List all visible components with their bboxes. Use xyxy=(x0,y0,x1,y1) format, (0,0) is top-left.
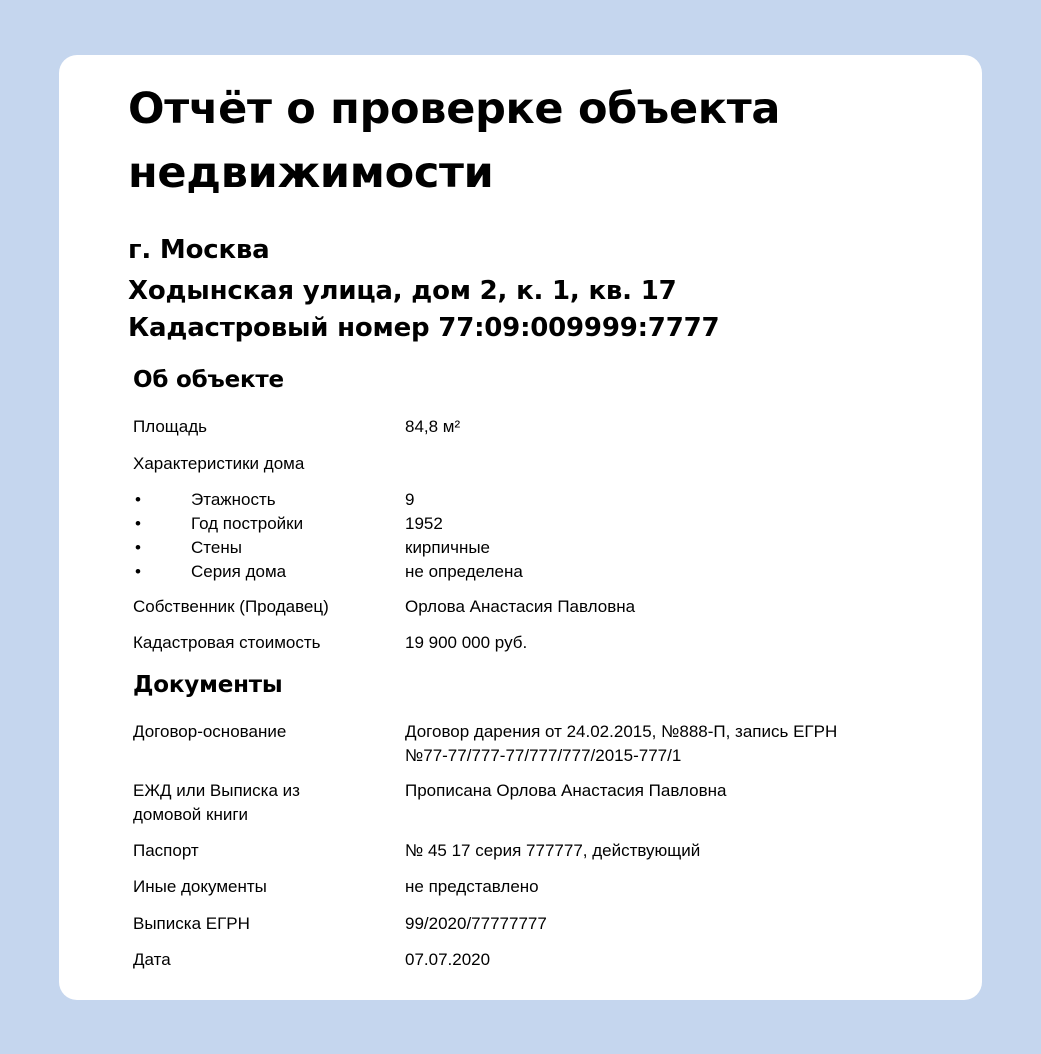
field-label: Стены xyxy=(191,538,242,557)
field-value: 07.07.2020 xyxy=(405,950,491,969)
field-value: Орлова Анастасия Павловна xyxy=(405,597,636,616)
field-label: Характеристики дома xyxy=(133,454,305,473)
field-value: 19 900 000 руб. xyxy=(405,633,528,652)
field-label: Выписка ЕГРН xyxy=(133,914,250,933)
section-heading-about: Об объекте xyxy=(133,367,284,393)
field-value: 9 xyxy=(405,490,415,509)
bullet-icon: • xyxy=(135,562,141,581)
field-value: № 45 17 серия 777777, действующий xyxy=(405,841,701,860)
field-value-line: №77-77/777-77/777/777/2015-777/1 xyxy=(405,746,682,765)
report-title: Отчёт о проверке объекта недвижимости xyxy=(128,84,781,198)
field-value xyxy=(405,720,925,768)
field-value: не определена xyxy=(405,562,523,581)
field-label: Этажность xyxy=(191,490,276,509)
cadastral-number: Кадастровый номер 77:09:009999:7777 xyxy=(128,313,720,343)
field-value: 99/2020/77777777 xyxy=(405,914,547,933)
field-label: Договор-основание xyxy=(133,722,287,741)
field-label: Площадь xyxy=(133,417,208,436)
bullet-icon: • xyxy=(135,538,141,557)
field-value: не представлено xyxy=(405,877,539,896)
field-label: Дата xyxy=(133,950,171,969)
report-card xyxy=(59,55,982,1000)
field-label: Кадастровая стоимость xyxy=(133,633,321,652)
field-value: Прописана Орлова Анастасия Павловна xyxy=(405,781,727,800)
city: г. Москва xyxy=(128,235,270,265)
field-label: Серия дома xyxy=(191,562,287,581)
field-value: 84,8 м² xyxy=(405,417,461,436)
field-label: Год постройки xyxy=(191,514,304,533)
field-label xyxy=(133,779,363,827)
bullet-icon: • xyxy=(135,514,141,533)
address: Ходынская улица, дом 2, к. 1, кв. 17 xyxy=(128,276,677,306)
bullet-icon: • xyxy=(135,490,141,509)
field-value: кирпичные xyxy=(405,538,491,557)
field-label-line: домовой книги xyxy=(133,805,249,824)
field-label: Паспорт xyxy=(133,841,199,860)
field-value: 1952 xyxy=(405,514,443,533)
field-label: Иные документы xyxy=(133,877,267,896)
section-heading-documents: Документы xyxy=(133,672,283,698)
field-label-line: ЕЖД или Выписка из xyxy=(133,781,300,800)
field-label: Собственник (Продавец) xyxy=(133,597,329,616)
field-value-line: Договор дарения от 24.02.2015, №888-П, запись ЕГРН xyxy=(405,722,838,741)
